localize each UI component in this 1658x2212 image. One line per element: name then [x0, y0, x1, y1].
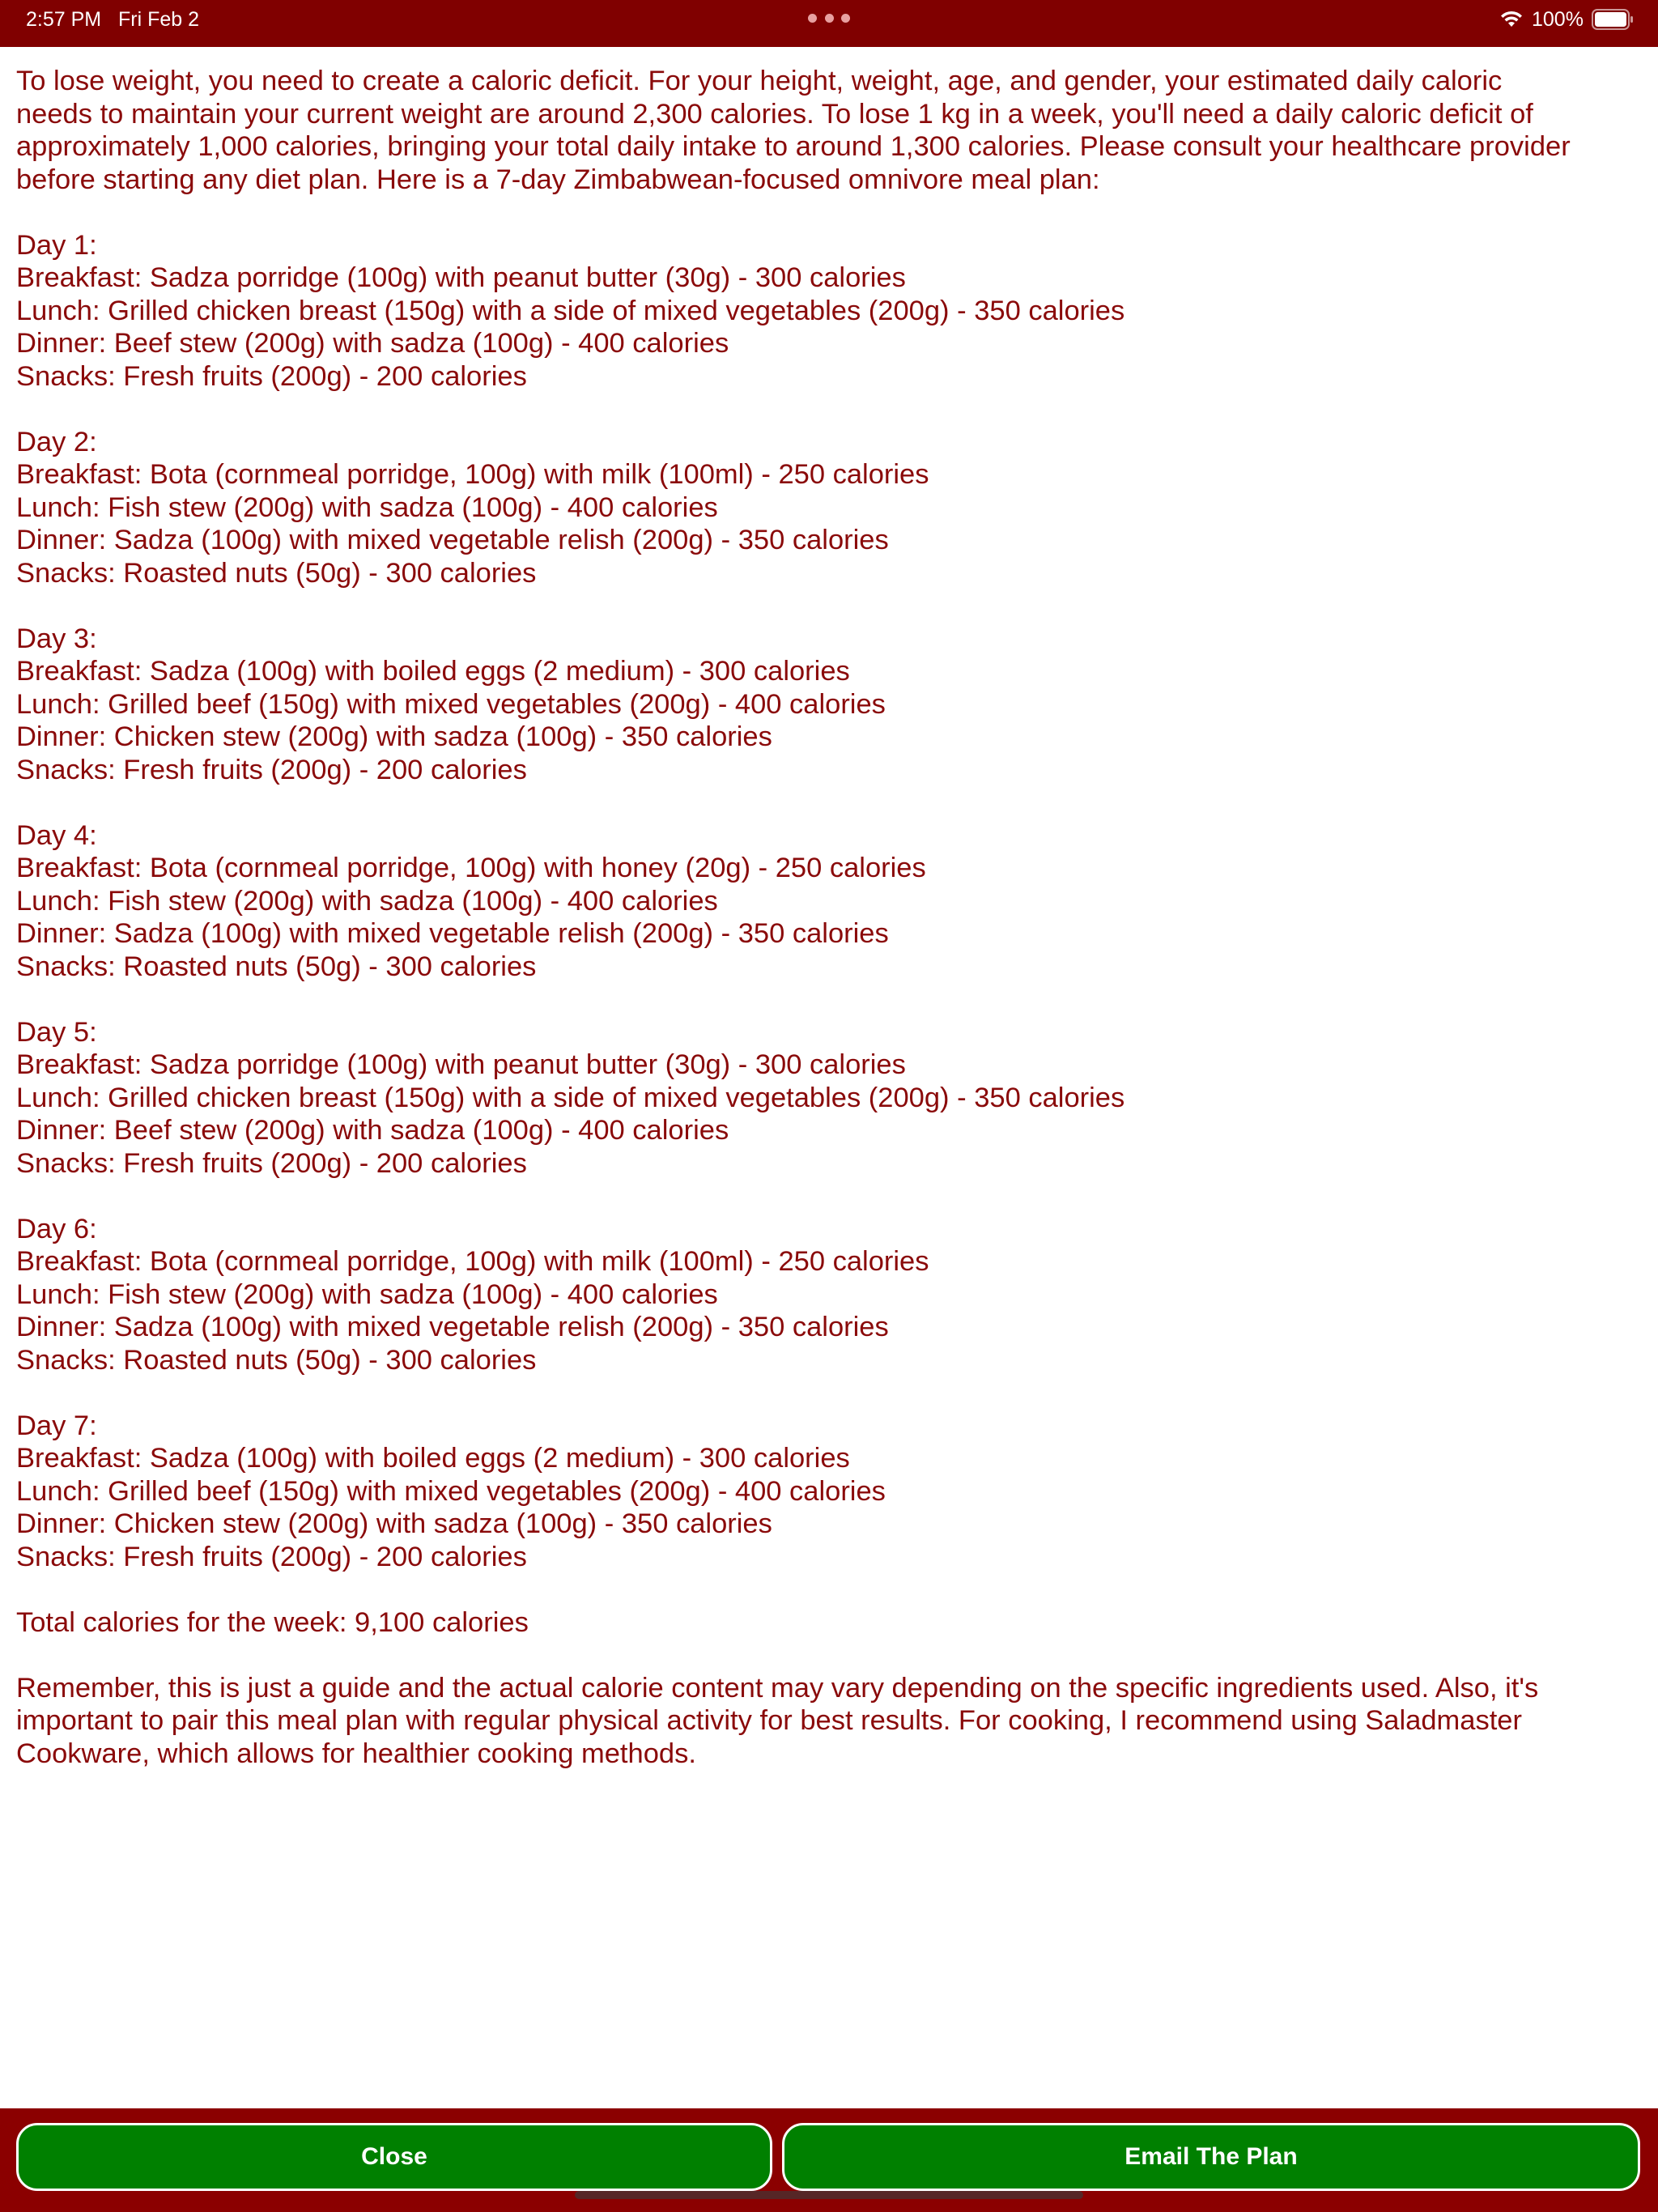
- meal-line: Dinner: Beef stew (200g) with sadza (100g) - 400 calories: [16, 1115, 729, 1146]
- status-time: 2:57 PM: [26, 8, 102, 31]
- meal-line: Breakfast: Sadza (100g) with boiled eggs (2 medium) - 300 calories: [16, 656, 850, 687]
- day-title: Day 6:: [16, 1213, 97, 1244]
- intro-line: before starting any diet plan. Here is a 7-day Zimbabwean-focused omnivore meal plan:: [16, 164, 1100, 195]
- meal-line: Breakfast: Bota (cornmeal porridge, 100g) with milk (100ml) - 250 calories: [16, 1246, 929, 1277]
- meal-line: Lunch: Grilled chicken breast (150g) with a side of mixed vegetables (200g) - 350 calories: [16, 1082, 1125, 1113]
- intro-line: needs to maintain your current weight are around 2,300 calories. To lose 1 kg in a week, you'll need a daily caloric deficit of: [16, 98, 1533, 130]
- status-bar: [0, 0, 1658, 47]
- meal-line: Breakfast: Sadza porridge (100g) with peanut butter (30g) - 300 calories: [16, 262, 906, 293]
- day-title: Day 5:: [16, 1016, 97, 1048]
- battery-icon: [1592, 9, 1634, 30]
- closing-line: Remember, this is just a guide and the actual calorie content may vary depending on the specific ingredients used. Also, it's: [16, 1672, 1539, 1704]
- meal-line: Breakfast: Sadza (100g) with boiled eggs (2 medium) - 300 calories: [16, 1443, 850, 1474]
- meal-line: Snacks: Roasted nuts (50g) - 300 calories: [16, 1344, 537, 1376]
- meal-line: Dinner: Sadza (100g) with mixed vegetable relish (200g) - 350 calories: [16, 918, 889, 949]
- wifi-icon: [1499, 9, 1524, 28]
- day-block: [16, 623, 1635, 787]
- meal-line: Lunch: Fish stew (200g) with sadza (100g) - 400 calories: [16, 491, 718, 523]
- meal-line: Lunch: Fish stew (200g) with sadza (100g) - 400 calories: [16, 1278, 718, 1310]
- days-list: [16, 229, 1635, 1574]
- meal-line: Snacks: Fresh fruits (200g) - 200 calories: [16, 360, 527, 392]
- meal-line: Lunch: Grilled chicken breast (150g) with a side of mixed vegetables (200g) - 350 calories: [16, 295, 1125, 326]
- meal-line: Dinner: Chicken stew (200g) with sadza (100g) - 350 calories: [16, 1508, 772, 1539]
- intro-line: To lose weight, you need to create a caloric deficit. For your height, weight, age, and gender, your estimated daily caloric: [16, 66, 1503, 96]
- day-block: [16, 426, 1635, 590]
- meal-line: Snacks: Roasted nuts (50g) - 300 calories: [16, 951, 537, 982]
- meal-line: Breakfast: Sadza porridge (100g) with peanut butter (30g) - 300 calories: [16, 1049, 906, 1080]
- home-indicator[interactable]: [575, 2191, 1083, 2199]
- meal-line: Snacks: Fresh fruits (200g) - 200 calories: [16, 1541, 527, 1572]
- intro-paragraph: [16, 65, 1635, 196]
- meal-plan-text: [16, 65, 1635, 1803]
- day-block: [16, 819, 1635, 984]
- meal-line: Snacks: Fresh fruits (200g) - 200 calories: [16, 754, 527, 785]
- close-button[interactable]: Close: [16, 2123, 772, 2191]
- meal-line: Snacks: Fresh fruits (200g) - 200 calories: [16, 1147, 527, 1179]
- closing-paragraph: [16, 1672, 1635, 1771]
- day-block: [16, 1410, 1635, 1574]
- day-title: Day 2:: [16, 426, 97, 457]
- closing-line: important to pair this meal plan with regular physical activity for best results. For cooking, I recommend using Saladmaster: [16, 1705, 1522, 1736]
- meal-line: Lunch: Grilled beef (150g) with mixed vegetables (200g) - 400 calories: [16, 1475, 886, 1507]
- total-calories-line: Total calories for the week: 9,100 calories: [16, 1606, 529, 1638]
- intro-line: approximately 1,000 calories, bringing your total daily intake to around 1,300 calories. Please consult your healthcare provider: [16, 131, 1571, 162]
- day-block: [16, 229, 1635, 393]
- meal-line: Lunch: Grilled beef (150g) with mixed vegetables (200g) - 400 calories: [16, 688, 886, 720]
- meal-line: Dinner: Sadza (100g) with mixed vegetable relish (200g) - 350 calories: [16, 1312, 889, 1342]
- status-date: Fri Feb 2: [118, 8, 200, 31]
- meal-line: Dinner: Beef stew (200g) with sadza (100g) - 400 calories: [16, 328, 729, 359]
- multitasking-dots-icon[interactable]: [808, 14, 850, 23]
- day-title: Day 1:: [16, 229, 97, 261]
- day-title: Day 3:: [16, 623, 97, 654]
- day-title: Day 4:: [16, 819, 97, 851]
- total-calories: [16, 1606, 1635, 1640]
- meal-line: Dinner: Sadza (100g) with mixed vegetable relish (200g) - 350 calories: [16, 525, 889, 555]
- meal-line: Dinner: Chicken stew (200g) with sadza (100g) - 350 calories: [16, 721, 772, 752]
- meal-line: Breakfast: Bota (cornmeal porridge, 100g) with milk (100ml) - 250 calories: [16, 459, 929, 490]
- day-title: Day 7:: [16, 1410, 97, 1441]
- day-block: [16, 1213, 1635, 1377]
- battery-percentage: 100%: [1532, 8, 1584, 31]
- closing-line: Cookware, which allows for healthier cooking methods.: [16, 1738, 696, 1769]
- meal-line: Breakfast: Bota (cornmeal porridge, 100g) with honey (20g) - 250 calories: [16, 853, 926, 883]
- meal-line: Lunch: Fish stew (200g) with sadza (100g) - 400 calories: [16, 885, 718, 917]
- day-block: [16, 1016, 1635, 1180]
- email-plan-button[interactable]: Email The Plan: [782, 2123, 1640, 2191]
- meal-line: Snacks: Roasted nuts (50g) - 300 calories: [16, 557, 537, 589]
